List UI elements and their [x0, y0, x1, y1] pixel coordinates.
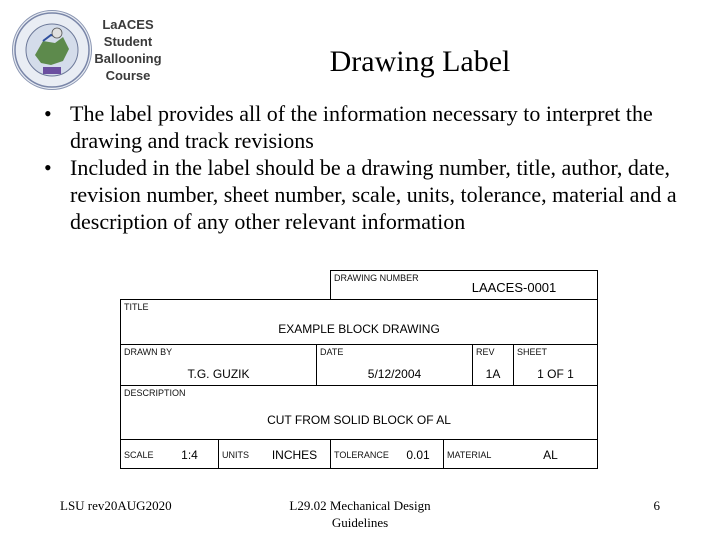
drawing-number-label: DRAWING NUMBER — [334, 273, 419, 283]
tolerance-label: TOLERANCE — [334, 450, 389, 460]
title-cell — [120, 299, 598, 345]
logo-line: LaACES — [102, 17, 154, 32]
units-value: INCHES — [271, 448, 318, 462]
drawn-by-label: DRAWN BY — [124, 347, 173, 357]
scale-value: 1:4 — [181, 448, 198, 462]
description-value: CUT FROM SOLID BLOCK OF AL — [267, 413, 451, 427]
units-cell — [218, 439, 331, 469]
logo-text — [94, 16, 162, 84]
bullet-item — [44, 100, 684, 154]
logo-line: Student — [103, 34, 153, 49]
bullet-dot: • — [44, 155, 52, 180]
logo-line: Course — [105, 68, 151, 83]
logo-line: Ballooning — [94, 51, 162, 66]
tolerance-cell — [330, 439, 444, 469]
description-cell — [120, 385, 598, 440]
date-cell — [316, 344, 473, 386]
material-cell — [443, 439, 598, 469]
drawing-number-value: LAACES-0001 — [471, 280, 557, 295]
date-label: DATE — [320, 347, 344, 357]
footer-center: L29.02 Mechanical Design Guidelines — [289, 498, 431, 530]
page-number: 6 — [653, 498, 660, 513]
description-label: DESCRIPTION — [124, 388, 186, 398]
drawn-by-value: T.G. GUZIK — [187, 367, 250, 381]
footer-left: LSU rev20AUG2020 — [60, 498, 172, 513]
bullet-text: The label provides all of the information necessary to interpret the drawing and track revisions — [70, 101, 653, 153]
date-value: 5/12/2004 — [367, 367, 422, 381]
sheet-cell — [513, 344, 598, 386]
title-value: EXAMPLE BLOCK DRAWING — [278, 322, 440, 336]
sheet-label: SHEET — [517, 347, 548, 357]
laaces-logo — [10, 8, 162, 92]
rev-label: REV — [476, 347, 495, 357]
sheet-value: 1 OF 1 — [537, 367, 574, 381]
laspace-seal-icon — [12, 10, 92, 90]
bullet-dot: • — [44, 101, 52, 126]
bullet-item — [44, 154, 684, 235]
title-label: TITLE — [124, 302, 149, 312]
scale-cell — [120, 439, 219, 469]
scale-label: SCALE — [124, 450, 154, 460]
title-block-drawing — [108, 262, 598, 472]
material-value: AL — [543, 448, 558, 462]
bullet-list — [44, 100, 684, 235]
bullet-text: Included in the label should be a drawing number, title, author, date, revision number, sheet number, scale, units, tolerance, material and a description of any other relevant information — [70, 155, 677, 234]
slide-title: Drawing Label — [329, 45, 511, 78]
drawing-number-cell — [330, 270, 598, 300]
tolerance-value: 0.01 — [406, 448, 430, 462]
rev-cell — [472, 344, 514, 386]
material-label: MATERIAL — [447, 450, 492, 460]
units-label: UNITS — [222, 450, 249, 460]
rev-value: 1A — [485, 367, 501, 381]
drawn-by-cell — [120, 344, 317, 386]
